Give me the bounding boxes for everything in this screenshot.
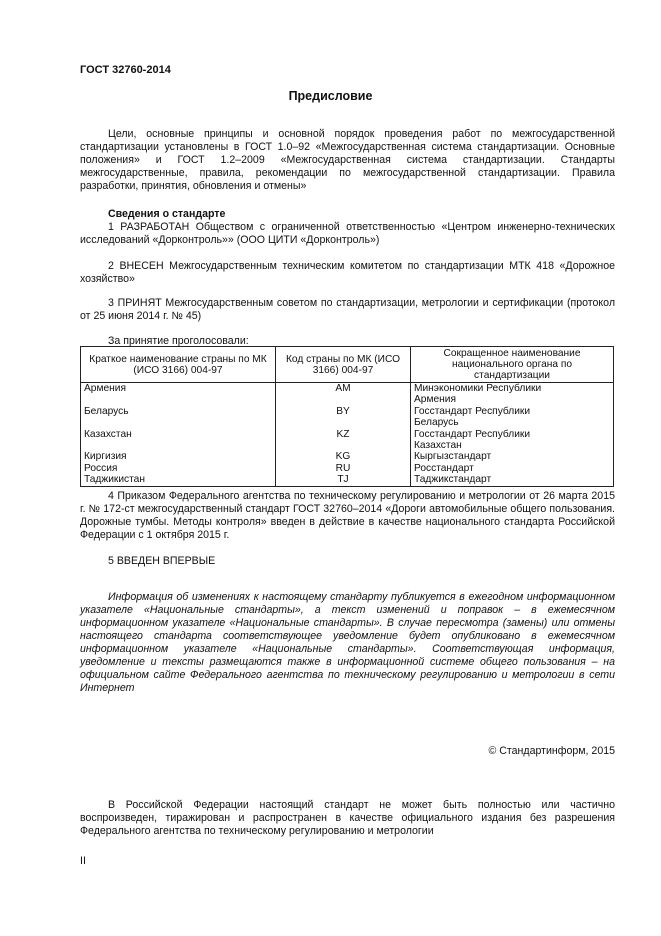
cell-code: KG — [276, 451, 411, 462]
item-enacted: 4 Приказом Федерального агентства по техническому регулированию и метрологии от 26 марта 2015 г. № 172-ст межгосударственный стандарт ГОСТ 32760–2014 «Дороги автомобильные общего пользования. Дорожные тумбы. Методы контроля» введен в действие в качестве национального стандарта Российской Федерации с 1 октября 2015 г. — [80, 490, 615, 541]
cell-code: KZ — [276, 429, 411, 440]
cell-code — [276, 394, 411, 405]
cell-country — [81, 394, 276, 405]
cell-body: Минэкономики Республики — [411, 383, 614, 395]
cell-country — [81, 417, 276, 428]
cell-body: Росстандарт — [411, 463, 614, 474]
cell-code: TJ — [276, 474, 411, 486]
item-first-introduced: 5 ВВЕДЕН ВПЕРВЫЕ — [108, 555, 216, 567]
section-heading: Сведения о стандарте — [108, 208, 226, 220]
item-submitted: 2 ВНЕСЕН Межгосударственным техническим комитетом по стандартизации МТК 418 «Дорожное хозяйство» — [80, 260, 615, 285]
cell-country: Беларусь — [81, 406, 276, 417]
cell-body: Таджикстандарт — [411, 474, 614, 486]
table-row — [81, 451, 614, 462]
cell-body: Беларусь — [411, 417, 614, 428]
cell-body: Кыргызстандарт — [411, 451, 614, 462]
cell-code: BY — [276, 406, 411, 417]
table-row — [81, 394, 614, 405]
intro-paragraph: Цели, основные принципы и основной порядок проведения работ по межгосударственной стандартизации установлены в ГОСТ 1.0–92 «Межгосударственная система стандартизации. Основные положения» и ГОСТ 1.2–2009 «Межгосударственная система стандартизации. Стандарты межгосударственные, правила, рекомендации по межгосударственной стандартизации. Правила разработки, принятия, обновления и отмены» — [80, 128, 615, 192]
column-header-body: Сокращенное наименование национального органа по стандартизации — [411, 347, 614, 383]
cell-country: Казахстан — [81, 429, 276, 440]
cell-code: RU — [276, 463, 411, 474]
table-header-row — [81, 347, 614, 383]
item-developed: 1 РАЗРАБОТАН Обществом с ограниченной ответственностью «Центром инженерно-технических исследований «Дорконтроль»» (ООО ЦИТИ «Дорконтроль») — [80, 221, 615, 246]
document-code: ГОСТ 32760-2014 — [80, 64, 171, 76]
page-title: Предисловие — [288, 89, 373, 103]
cell-country: Россия — [81, 463, 276, 474]
cell-country: Армения — [81, 383, 276, 395]
cell-code — [276, 417, 411, 428]
voting-table — [80, 346, 614, 487]
table-row — [81, 474, 614, 486]
vote-intro: За принятие проголосовали: — [108, 335, 249, 347]
item-adopted: 3 ПРИНЯТ Межгосударственным советом по стандартизации, метрологии и сертификации (протокол от 25 июня 2014 г. № 45) — [80, 297, 615, 322]
column-header-code: Код страны по МК (ИСО 3166) 004-97 — [276, 347, 411, 383]
table-body — [81, 383, 614, 487]
page-number: II — [80, 855, 86, 867]
cell-code — [276, 440, 411, 451]
cell-code: AM — [276, 383, 411, 395]
copyright: © Стандартинформ, 2015 — [488, 745, 615, 757]
table-row — [81, 383, 614, 395]
table-row — [81, 429, 614, 440]
cell-body: Госстандарт Республики — [411, 429, 614, 440]
cell-country: Таджикистан — [81, 474, 276, 486]
information-note: Информация об изменениях к настоящему стандарту публикуется в ежегодном информационном указателе «Национальные стандарты», а текст изменений и поправок – в ежемесячном информационном указателе «Национальные стандарты». В случае пересмотра (замены) или отмены настоящего стандарта соответствующее уведомление будет опубликовано в ежемесячном информационном указателе «Национальные стандарты». Соответствующая информация, уведомление и тексты размещаются также в информационной системе общего пользования – на официальном сайте Федерального агентства по техническому регулированию и метрологии в сети Интернет — [80, 591, 615, 694]
cell-body: Казахстан — [411, 440, 614, 451]
cell-country: Киргизия — [81, 451, 276, 462]
column-header-country: Краткое наименование страны по МК (ИСО 3166) 004-97 — [81, 347, 276, 383]
cell-country — [81, 440, 276, 451]
cell-body: Госстандарт Республики — [411, 406, 614, 417]
rights-notice: В Российской Федерации настоящий стандарт не может быть полностью или частично воспроизведен, тиражирован и распространен в качестве официального издания без разрешения Федерального агентства по техническому регулированию и метрологии — [80, 799, 615, 837]
table-row — [81, 417, 614, 428]
cell-body: Армения — [411, 394, 614, 405]
table-row — [81, 406, 614, 417]
table-row — [81, 440, 614, 451]
table-row — [81, 463, 614, 474]
